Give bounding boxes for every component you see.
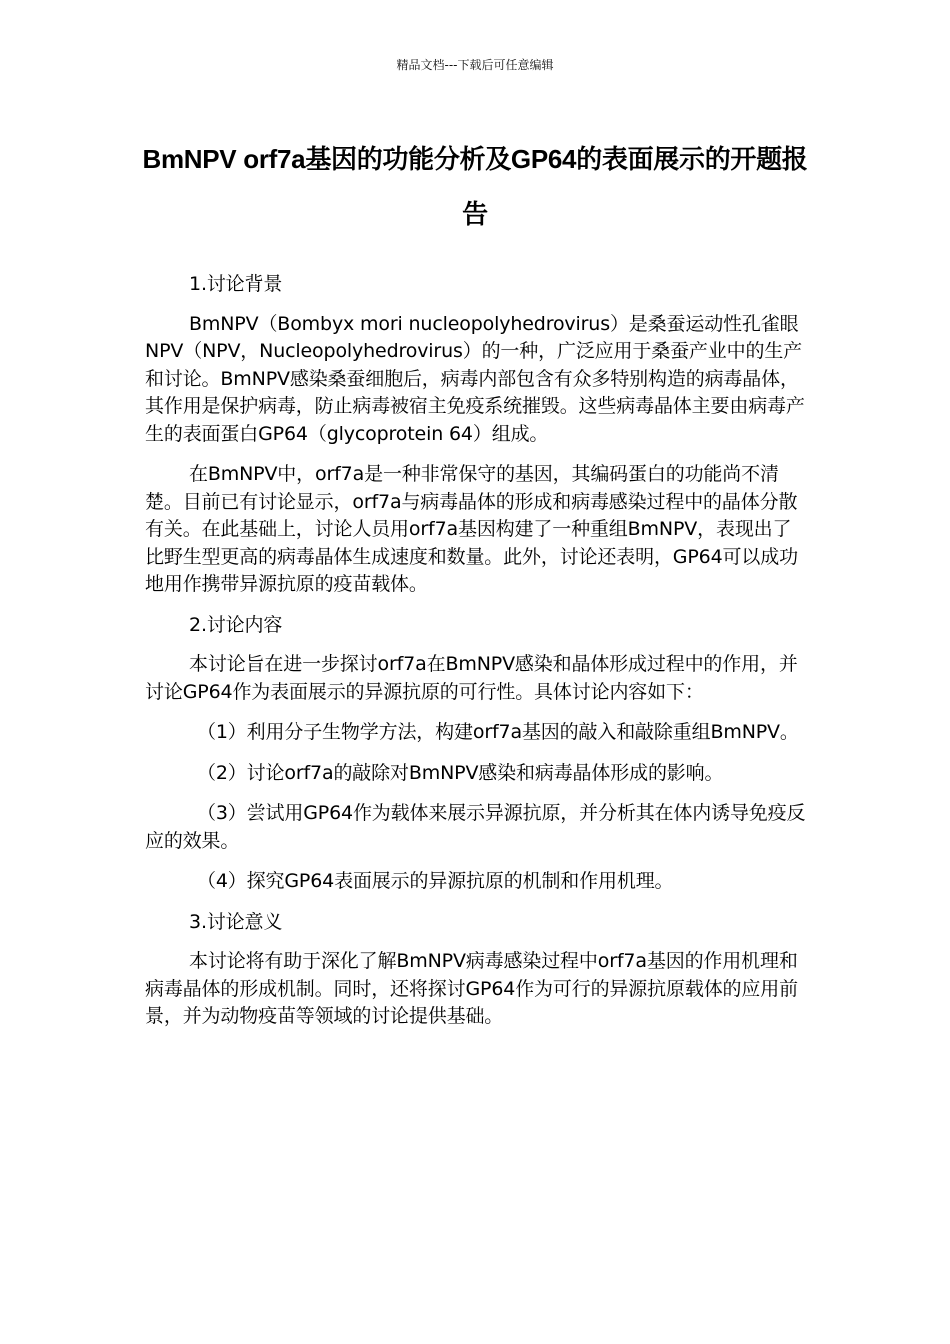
document-title: BmNPV orf7a基因的功能分析及GP64的表面展示的开题报告 (142, 144, 808, 229)
significance-paragraph-1: 本讨论将有助于深化了解BmNPV病毒感染过程中orf7a基因的作用机理和病毒晶体的形成机制。同时，还将探讨GP64作为可行的异源抗原载体的应用前景，并为动物疫苗等领域的讨论提供基础。 (145, 950, 798, 1027)
section-heading-significance: 3.讨论意义 (189, 910, 283, 933)
section-heading-background: 1.讨论背景 (189, 273, 283, 295)
content-list-item-4: （4）探究GP64表面展示的异源抗原的机制和作用机理。 (197, 870, 674, 892)
content-list-item-2: （2）讨论orf7a的敲除对BmNPV感染和病毒晶体形成的影响。 (197, 761, 724, 784)
content-list-item-1: （1）利用分子生物学方法，构建orf7a基因的敲入和敲除重组BmNPV。 (197, 721, 799, 743)
content-list-item-3: （3）尝试用GP64作为载体来展示异源抗原，并分析其在体内诱导免疫反应的效果。 (145, 802, 806, 852)
content-paragraph-1: 本讨论旨在进一步探讨orf7a在BmNPV感染和晶体形成过程中的作用，并讨论GP64作为表面展示的异源抗原的可行性。具体讨论内容如下： (145, 653, 798, 703)
section-heading-content: 2.讨论内容 (189, 613, 283, 636)
page-header-note: 精品文档---下载后可任意编辑 (396, 58, 554, 72)
background-paragraph-1: BmNPV（Bombyx mori nucleopolyhedrovirus）是桑蚕运动性孔雀眼NPV（NPV，Nucleopolyhedrovirus）的一种，广泛应用于桑蚕产业中的生产和讨论。BmNPV感染桑蚕细胞后，病毒内部包含有众多特别构造的病毒晶体，其作用是保护病毒，防止病毒被宿主免疫系统摧毁。这些病毒晶体主要由病毒产生的表面蛋白GP64（glycoprotein 64）组成。 (145, 312, 805, 445)
document-body (145, 271, 807, 1044)
background-paragraph-2: 在BmNPV中，orf7a是一种非常保守的基因，其编码蛋白的功能尚不清楚。目前已有讨论显示，orf7a与病毒晶体的形成和病毒感染过程中的晶体分散有关。在此基础上，讨论人员用orf7a基因构建了一种重组BmNPV，表现出了比野生型更高的病毒晶体生成速度和数量。此外，讨论还表明，GP64可以成功地用作携带异源抗原的疫苗载体。 (145, 463, 798, 595)
